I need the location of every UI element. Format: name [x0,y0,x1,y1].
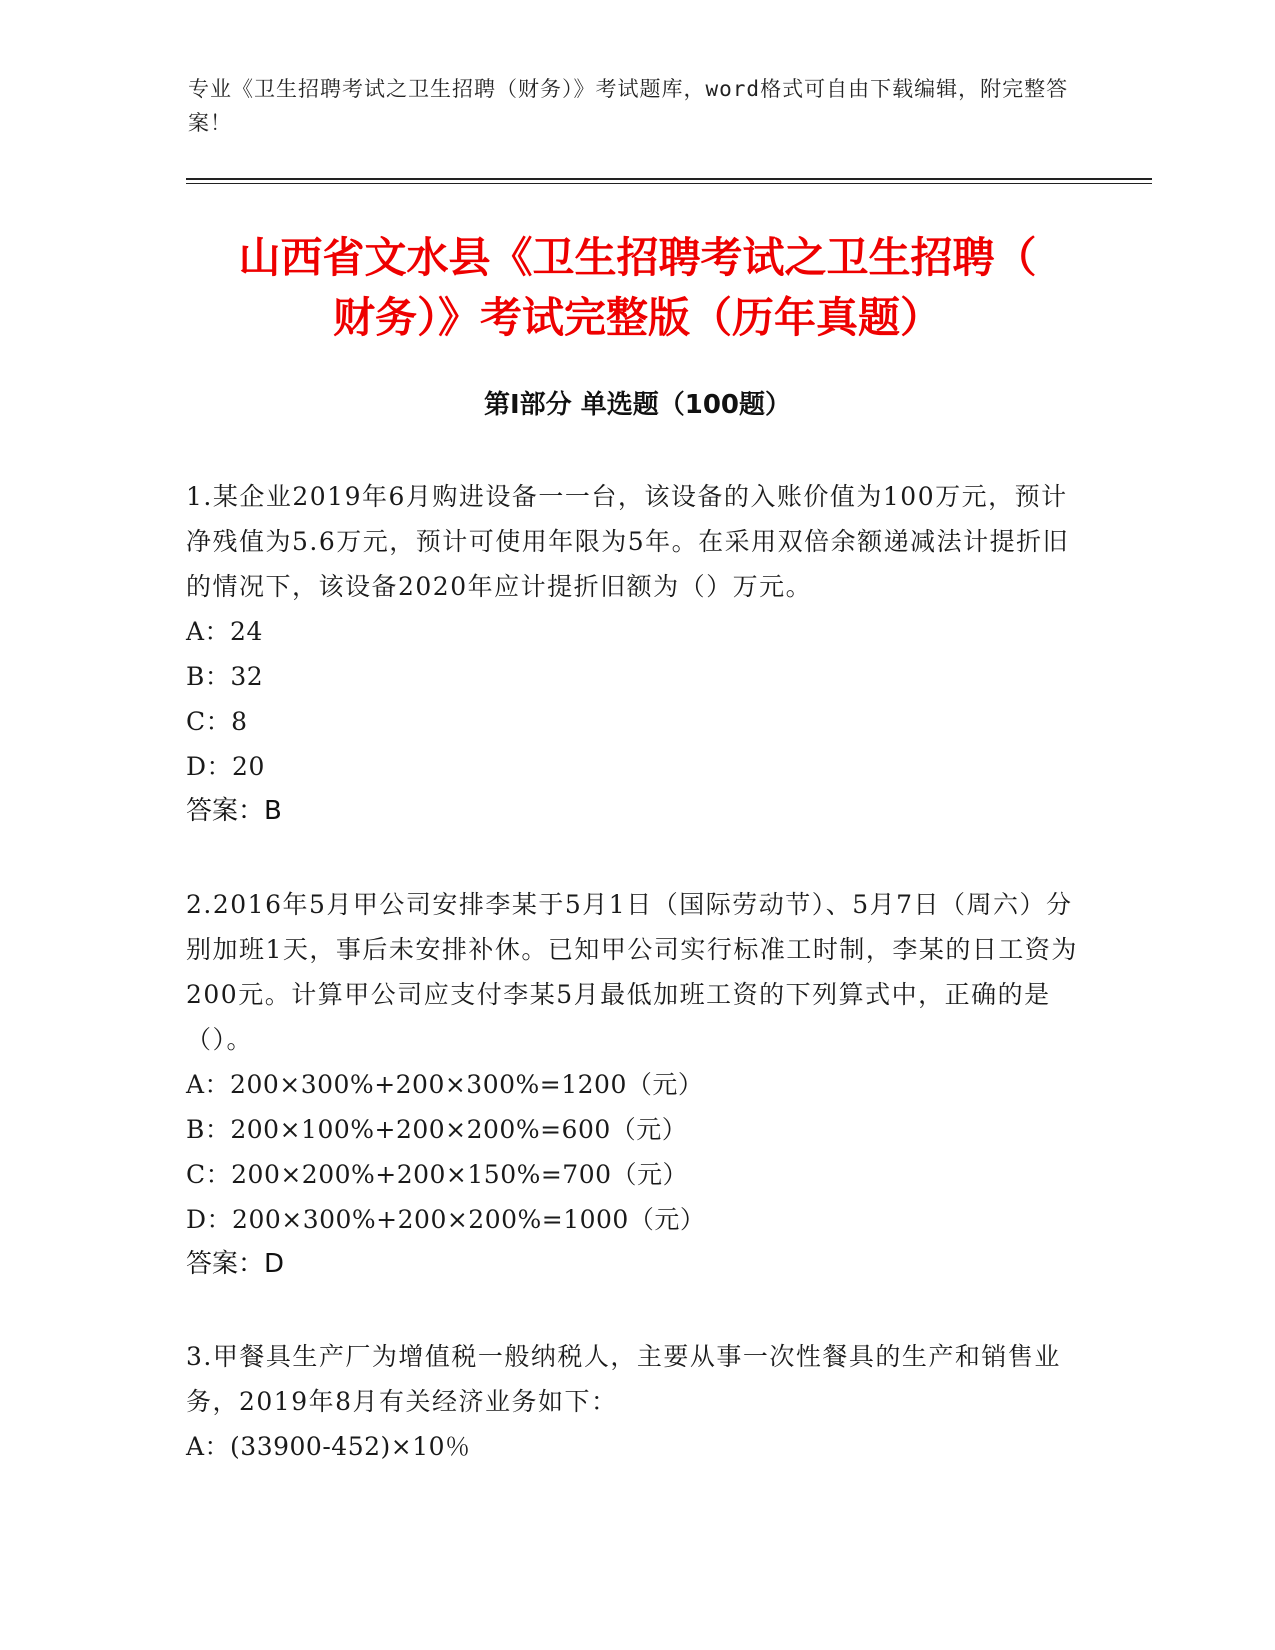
question-text: 3.甲餐具生产厂为增值税一般纳税人，主要从事一次性餐具的生产和销售业务，2019年8月有关经济业务如下： [186,1342,1061,1416]
option-a: A：24 [186,617,263,646]
option-b: B：32 [186,662,264,691]
answer: 答案：D [186,1249,285,1279]
answer: 答案：B [186,796,282,826]
option-b: B：200×100%+200×200%=600（元） [186,1115,688,1144]
question-text: 2.2016年5月甲公司安排李某于5月1日（国际劳动节）、5月7日（周六）分别加班1天，事后未安排补休。已知甲公司实行标准工时制，李某的日工资为200元。计算甲公司应支付李某5月最低加班工资的下列算式中，正确的是（）。 [186,890,1078,1054]
header-note: 专业《卫生招聘考试之卫生招聘（财务）》考试题库，word格式可自由下载编辑，附完整答案！ [188,77,1069,135]
question-1 [186,474,1086,834]
option-c: C：8 [186,707,248,736]
question-text: 1.某企业2019年6月购进设备一一台，该设备的入账价值为100万元，预计净残值为5.6万元，预计可使用年限为5年。在采用双倍余额递减法计提折旧的情况下，该设备2020年应计提折旧额为（）万元。 [186,482,1070,601]
document-title [150,228,1125,348]
question-3 [186,1334,1086,1469]
header-rule-thin [186,183,1152,184]
title-line-2: 财务）》考试完整版（历年真题） [332,293,942,342]
option-c: C：200×200%+200×150%=700（元） [186,1160,689,1189]
option-a: A：(33900-452)×10％ [186,1432,471,1461]
question-2 [186,882,1086,1287]
option-d: D：200×300%+200×200%=1000（元） [186,1205,706,1234]
option-d: D：20 [186,752,265,781]
header-rule-thick [186,178,1152,180]
section-heading: 第Ⅰ部分 单选题（100题） [484,390,791,420]
title-line-1: 山西省文水县《卫生招聘考试之卫生招聘（ [238,233,1037,282]
option-a: A：200×300%+200×300%=1200（元） [186,1070,704,1099]
